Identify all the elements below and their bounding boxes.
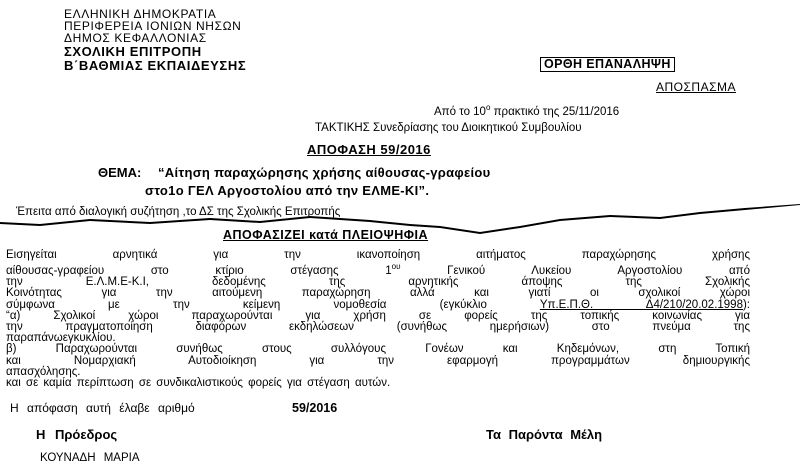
decision-body [6,250,750,389]
body-line: “α) Σχολικοί χώροι παραχωρούνται για χρήση σε φορείς της τοπικής κοινωνίας για [6,309,750,322]
decides-heading: ΑΠΟΦΑΣΙΖΕΙ κατά ΠΛΕΙΟΨΗΦΙΑ [223,228,429,242]
members-label: Τα Παρόντα Μέλη [486,427,603,442]
header-municipality: ΔΗΜΟΣ ΚΕΦΑΛΛΟΝΙΑΣ [64,31,207,45]
session-line: ΤΑΚΤΙΚΗΣ Συνεδρίασης του Διοικητικού Συμβουλίου [315,122,582,134]
body-line: απασχόλησης. [6,365,81,378]
body-line: παραπάνωεγκυκλίου. [6,332,116,345]
body-line: και Νομαρχιακή Αυτοδιοίκηση για την εφαρμογή προγραμμάτων δημιουργικής [6,354,750,367]
body-line-part: Γενικού Λυκείου Αργοστολίου από [447,265,750,278]
body-line: την πραγματοποίηση διαφόρων εκδηλώσεων (συνήθως ημερήσιων) στο πνεύμα της [6,321,750,334]
header-country: ΕΛΛΗΝΙΚΗ ΔΗΜΟΚΡΑΤΙΑ [64,7,217,21]
body-line-sup: ου [391,262,401,272]
decision-title: ΑΠΟΦΑΣΗ 59/2016 [307,142,431,157]
body-line [6,261,750,277]
body-line: και σε καμία περίπτωση σε συνδικαλιστικούς φορείς για στέγαση αυτών. [6,377,391,390]
body-line: την Ε.Λ.Μ.Ε-Κ.Ι, δεδομένης της αρνητικής άποψης της Σχολικής [6,276,750,289]
decision-number: 59/2016 [292,401,338,415]
corrected-repeat-label: ΟΡΘΗ ΕΠΑΝΑΛΗΨΗ [540,57,675,72]
body-line: Εισηγείται αρνητικά για την ικανοποίηση αιτήματος παραχώρησης χρήσης [6,249,750,261]
body-line: Κοινότητας για την αιτούμενη παραχώρηση αλλά και γιατί οι σχολικοί χώροι [6,287,750,300]
subject-line-1: “Αίτηση παραχώρησης χρήσης αίθουσας-γραφείου [158,165,491,180]
body-line-part: σύμφωνα με την κείμενη νομοθεσία (εγκύκλιο [6,298,487,311]
minutes-suffix: πρακτικό της 25/11/2016 [493,105,620,118]
body-line: β) Παραχωρούνται συνήθως στους συλλόγους Γονέων και Κηδεμόνων, στη Τοπική [6,343,750,356]
subject-label: ΘΕΜΑ: [98,165,142,180]
number-line-text: Η απόφαση αυτή έλαβε αριθμό [10,401,195,415]
president-name: ΚΟΥΝΑΔΗ ΜΑΡΙΑ [40,452,140,464]
minutes-prefix: Από το 10 [434,105,486,118]
subject-line-2: στο1ο ΓΕΛ Αργοστολίου από την ΕΛΜΕ-ΚΙ”. [145,183,430,198]
minutes-sup: ο [485,103,491,112]
extract-label: ΑΠΟΣΠΑΣΜΑ [656,80,737,94]
header-region: ΠΕΡΙΦΕΡΕΙΑ ΙΟΝΙΩΝ ΝΗΣΩΝ [64,19,242,33]
after-discussion-line: Έπειτα από διαλογική συζήτηση ,το ΔΣ της Σχολικής Επιτροπής [16,206,341,218]
president-label: Η Πρόεδρος [36,427,118,442]
header-committee: ΣΧΟΛΙΚΗ ΕΠΙΤΡΟΠΗ [64,44,202,59]
body-line-part: αίθουσας-γραφείου στο κτίριο στέγασης 1 [6,265,392,278]
header-level: Β΄ΒΑΘΜΙΑΣ ΕΚΠΑΙΔΕΥΣΗΣ [64,58,247,73]
body-line-part: ): [742,298,750,311]
circular-reference: Υπ.Ε.Π.Θ. Δ4/210/20.02.1998 [539,298,743,311]
